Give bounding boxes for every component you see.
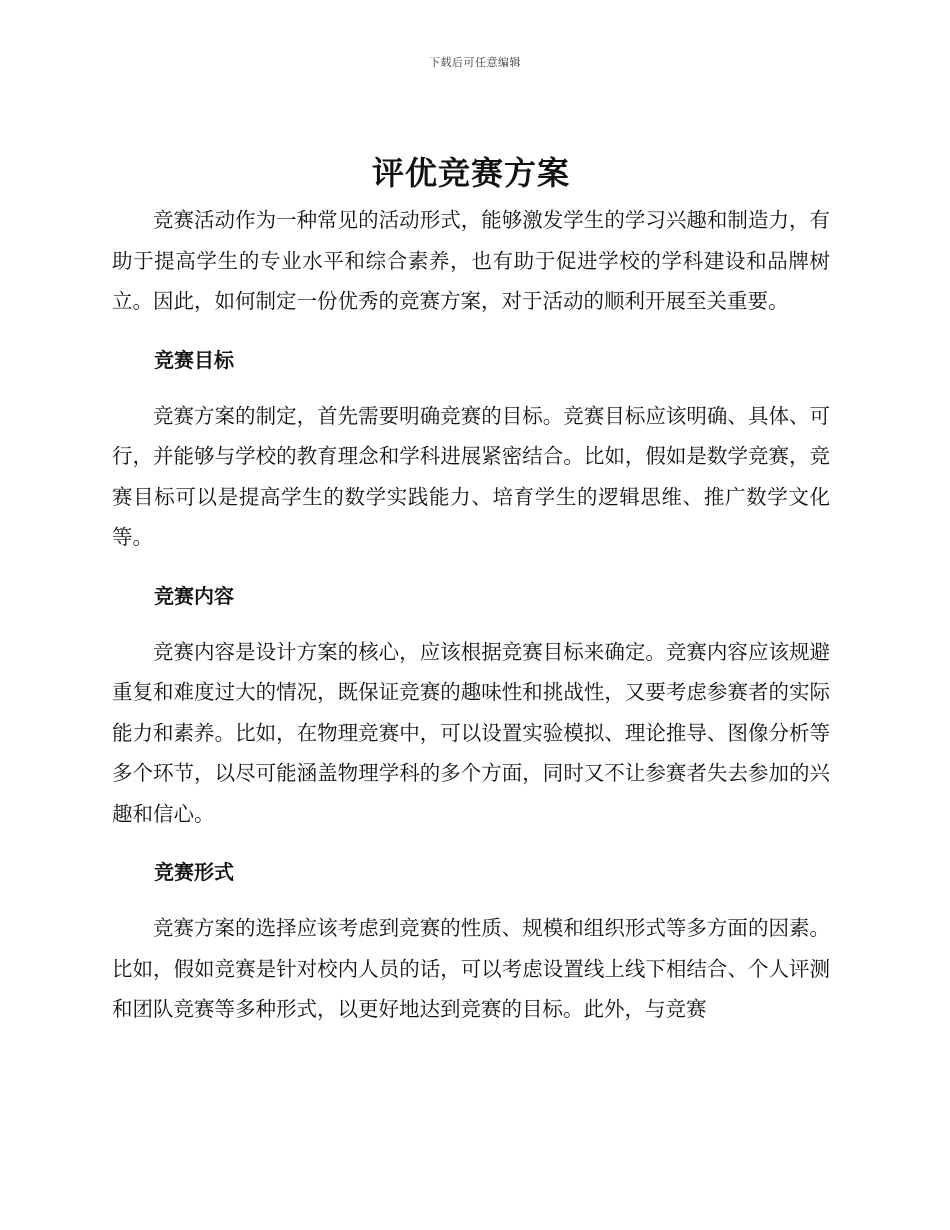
section-paragraph-format: 竞赛方案的选择应该考虑到竞赛的性质、规模和组织形式等多方面的因素。比如，假如竞赛是针对校内人员的话，可以考虑设置线上线下相结合、个人评测和团队竞赛等多种形式，以更好地达到竞赛的目标。此外，与竞赛: [112, 916, 830, 1021]
document-body: [112, 150, 830, 1030]
intro-paragraph: 竞赛活动作为一种常见的活动形式，能够激发学生的学习兴趣和制造力，有助于提高学生的专业水平和综合素养，也有助于促进学校的学科建设和品牌树立。因此，如何制定一份优秀的竞赛方案，对于活动的顺利开展至关重要。: [112, 208, 830, 313]
section-heading-goals: 竞赛目标: [154, 347, 234, 372]
header-note: 下载后可任意编辑: [429, 56, 521, 69]
section-paragraph-goals: 竞赛方案的制定，首先需要明确竞赛的目标。竞赛目标应该明确、具体、可行，并能够与学校的教育理念和学科进展紧密结合。比如，假如是数学竞赛，竞赛目标可以是提高学生的数学实践能力、培育学生的逻辑思维、推广数学文化等。: [112, 403, 830, 549]
section-paragraph-content: 竞赛内容是设计方案的核心，应该根据竞赛目标来确定。竞赛内容应该规避重复和难度过大的情况，既保证竞赛的趣味性和挑战性，又要考虑参赛者的实际能力和素养。比如，在物理竞赛中，可以设置实验模拟、理论推导、图像分析等多个环节，以尽可能涵盖物理学科的多个方面，同时又不让参赛者失去参加的兴趣和信心。: [112, 639, 830, 826]
document-title: 评优竞赛方案: [371, 154, 570, 192]
section-heading-format: 竞赛形式: [154, 860, 234, 884]
section-heading-content: 竞赛内容: [154, 583, 234, 608]
